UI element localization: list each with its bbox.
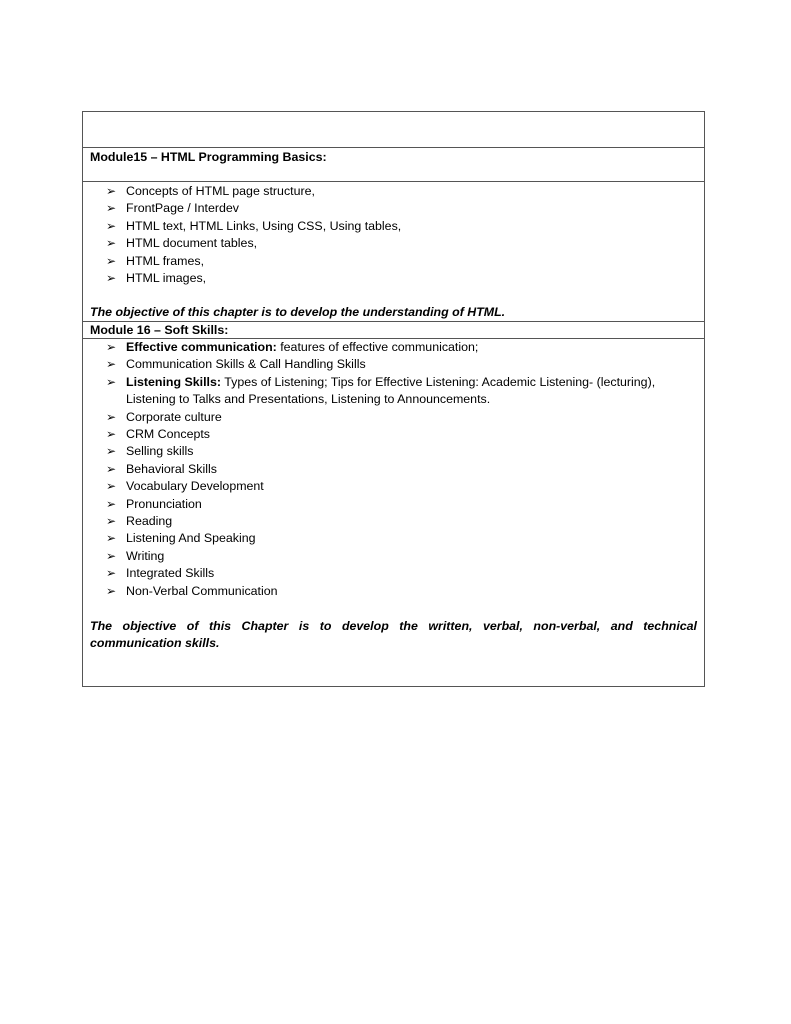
list-item: ➢ Concepts of HTML page structure, xyxy=(90,183,697,200)
list-item: ➢ HTML frames, xyxy=(90,253,697,270)
arrow-bullet-icon: ➢ xyxy=(106,427,117,442)
list-item: ➢ Pronunciation xyxy=(90,496,697,513)
arrow-bullet-icon: ➢ xyxy=(106,548,117,563)
module16-list xyxy=(90,339,697,600)
arrow-bullet-icon: ➢ xyxy=(106,271,117,286)
list-item: ➢ Selling skills xyxy=(90,443,697,460)
arrow-bullet-icon: ➢ xyxy=(106,357,117,372)
module15-heading: Module15 – HTML Programming Basics: xyxy=(90,150,327,164)
list-item: ➢ Reading xyxy=(90,513,697,530)
arrow-bullet-icon: ➢ xyxy=(106,461,117,476)
list-item: ➢ HTML document tables, xyxy=(90,235,697,252)
list-item: ➢ Listening Skills: Types of Listening; Tips for Effective Listening: Academic Listening- (lecturing), Listening to Talks and Presentations, Listening to Announcements. xyxy=(106,374,656,407)
list-item: ➢ Non-Verbal Communication xyxy=(90,583,697,600)
arrow-bullet-icon: ➢ xyxy=(106,444,117,459)
list-item: ➢ Corporate culture xyxy=(90,409,697,426)
arrow-bullet-icon: ➢ xyxy=(106,583,117,598)
list-item: ➢ Writing xyxy=(90,548,697,565)
list-item: ➢ Integrated Skills xyxy=(90,565,697,582)
module16-heading: Module 16 – Soft Skills: xyxy=(90,323,229,337)
syllabus-table xyxy=(82,111,705,687)
list-item: ➢ Effective communication: features of effective communication; xyxy=(90,339,697,356)
module15-content xyxy=(90,183,697,287)
row-divider xyxy=(83,181,704,182)
list-item: ➢ Listening And Speaking xyxy=(90,530,697,547)
list-item: ➢ HTML images, xyxy=(90,270,697,287)
arrow-bullet-icon: ➢ xyxy=(106,253,117,268)
row-divider xyxy=(83,147,704,148)
arrow-bullet-icon: ➢ xyxy=(106,514,117,529)
arrow-bullet-icon: ➢ xyxy=(106,340,117,354)
arrow-bullet-icon: ➢ xyxy=(106,236,117,251)
arrow-bullet-icon: ➢ xyxy=(106,201,117,216)
arrow-bullet-icon: ➢ xyxy=(106,374,117,389)
module16-objective: The objective of this Chapter is to develop the written, verbal, non-verbal, and technical communication skills. xyxy=(90,619,697,651)
list-item: ➢ FrontPage / Interdev xyxy=(90,200,697,217)
arrow-bullet-icon: ➢ xyxy=(106,184,117,198)
list-item: ➢ CRM Concepts xyxy=(90,426,697,443)
arrow-bullet-icon: ➢ xyxy=(106,496,117,511)
list-item: ➢ Vocabulary Development xyxy=(90,478,697,495)
arrow-bullet-icon: ➢ xyxy=(106,531,117,546)
arrow-bullet-icon: ➢ xyxy=(106,409,117,424)
module15-objective: The objective of this chapter is to develop the understanding of HTML. xyxy=(90,305,506,319)
arrow-bullet-icon: ➢ xyxy=(106,566,117,581)
arrow-bullet-icon: ➢ xyxy=(106,218,117,233)
list-item: ➢ Communication Skills & Call Handling Skills xyxy=(90,356,697,373)
module15-list xyxy=(90,183,697,287)
arrow-bullet-icon: ➢ xyxy=(106,479,117,494)
list-item: ➢ Behavioral Skills xyxy=(90,461,697,478)
module16-content xyxy=(90,339,697,600)
list-item: ➢ HTML text, HTML Links, Using CSS, Using tables, xyxy=(90,218,697,235)
